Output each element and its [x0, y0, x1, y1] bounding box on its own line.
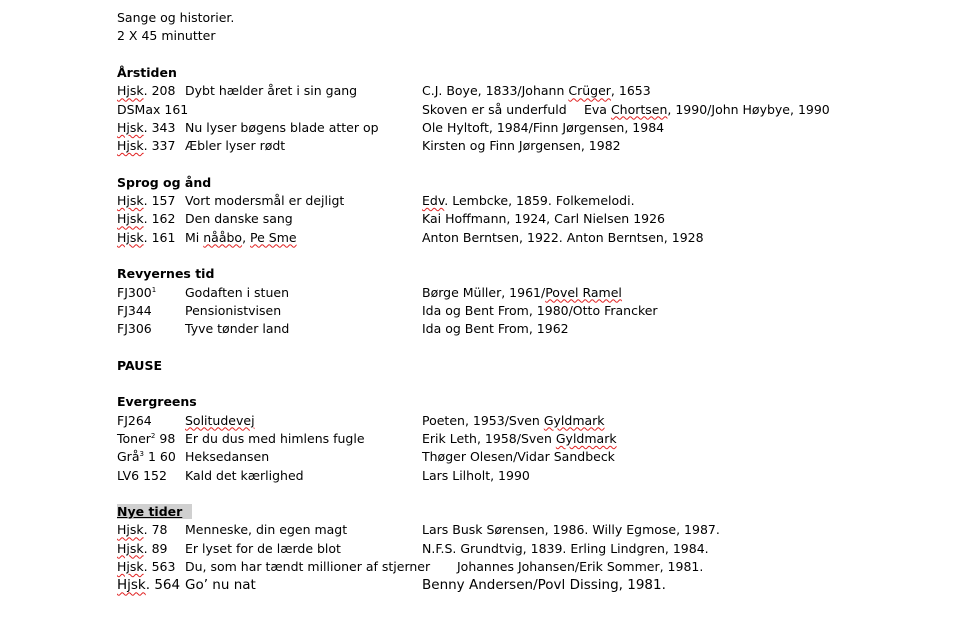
song-title: Pensionistvisen	[185, 302, 282, 318]
song-ref: FJ264	[117, 412, 152, 428]
song-title: Mi nååbo, Pe Sme	[185, 229, 297, 245]
song-title: Heksedansen	[185, 449, 270, 465]
song-ref: Hjsk. 563	[117, 559, 176, 575]
song-title: Den danske sang	[185, 211, 293, 227]
section-heading: Nye tider	[117, 503, 937, 521]
song-ref: Hjsk. 161	[117, 229, 176, 245]
section-revy	[117, 265, 937, 338]
song-row	[117, 137, 937, 155]
song-author: N.F.S. Grundtvig, 1839. Erling Lindgren, 1984.	[422, 540, 709, 556]
song-row	[117, 430, 937, 448]
song-author: Thøger Olesen/Vidar Sandbeck	[422, 449, 615, 465]
song-row	[117, 210, 937, 228]
song-ref: Hjsk. 157	[117, 193, 176, 209]
intro	[117, 9, 234, 46]
song-row	[117, 320, 937, 338]
song-row	[117, 467, 937, 485]
song-row	[117, 101, 937, 119]
song-author: Anton Berntsen, 1922. Anton Berntsen, 1928	[422, 229, 704, 245]
song-author: Ida og Bent From, 1980/Otto Francker	[422, 302, 658, 318]
song-author: Lars Lilholt, 1990	[422, 467, 530, 483]
song-title: Solitudevej	[185, 412, 255, 428]
song-title: Er lyset for de lærde blot	[185, 540, 341, 556]
footnote-mark: 1	[151, 285, 157, 294]
song-ref: LV6 152	[117, 467, 167, 483]
section-nye-tider	[117, 503, 937, 594]
program-sections	[117, 64, 937, 613]
song-title: Vort modersmål er dejligt	[185, 193, 345, 209]
song-row	[117, 540, 937, 558]
song-row	[117, 576, 937, 594]
section-aarstiden	[117, 64, 937, 155]
song-title: Skoven er så underfuld	[422, 101, 567, 117]
song-author: Kirsten og Finn Jørgensen, 1982	[422, 138, 621, 154]
intro-line-1: Sange og historier.	[117, 10, 235, 25]
song-title: Godaften i stuen	[185, 284, 289, 300]
song-title: Tyve tønder land	[185, 321, 290, 337]
song-author: Ida og Bent From, 1962	[422, 321, 569, 337]
song-author: Ole Hyltoft, 1984/Finn Jørgensen, 1984	[422, 119, 665, 135]
song-row	[117, 302, 937, 320]
song-title: Dybt hælder året i sin gang	[185, 83, 358, 99]
song-row	[117, 284, 937, 302]
section-sprog	[117, 174, 937, 247]
section-heading: Evergreens	[117, 394, 197, 410]
intro-line-2: 2 X 45 minutter	[117, 28, 216, 44]
song-row	[117, 119, 937, 137]
song-ref: Hjsk. 208	[117, 83, 176, 99]
pause-heading: PAUSE	[117, 357, 162, 373]
song-ref: Hjsk. 337	[117, 138, 176, 154]
song-row	[117, 448, 937, 466]
song-author: Benny Andersen/Povl Dissing, 1981.	[422, 577, 666, 594]
song-row	[117, 558, 937, 576]
song-title: Du, som har tændt millioner af stjerner	[185, 559, 431, 575]
song-author: C.J. Boye, 1833/Johann Crüger, 1653	[422, 83, 651, 99]
song-row	[117, 192, 937, 210]
song-author: Kai Hoffmann, 1924, Carl Nielsen 1926	[422, 211, 665, 227]
song-ref: Hjsk. 162	[117, 211, 176, 227]
song-ref: FJ306	[117, 321, 152, 337]
section-heading: Sprog og ånd	[117, 174, 212, 190]
song-author: Poeten, 1953/Sven Gyldmark	[422, 412, 605, 428]
song-ref: FJ344	[117, 302, 152, 318]
song-row	[117, 82, 937, 100]
section-pause	[117, 357, 937, 375]
song-author: Eva Chortsen, 1990/John Høybye, 1990	[584, 101, 830, 117]
section-heading: Revyernes tid	[117, 266, 215, 282]
song-author: Børge Müller, 1961/Povel Ramel	[422, 284, 622, 300]
song-ref: Grå$^3$ 1 60	[117, 449, 176, 465]
song-title: Menneske, din egen magt	[185, 522, 348, 538]
song-author: Edv. Lembcke, 1859. Folkemelodi.	[422, 193, 635, 209]
footnote-mark: 2	[150, 431, 156, 440]
song-ref: Hjsk. 343	[117, 119, 176, 135]
section-evergreens	[117, 393, 937, 484]
song-row	[117, 229, 937, 247]
song-ref: Hjsk. 78	[117, 522, 168, 538]
song-ref: DSMax 161	[117, 101, 189, 117]
song-row	[117, 521, 937, 539]
song-ref: Hjsk. 564	[117, 577, 181, 594]
song-ref: $FJ300^1$	[117, 284, 157, 300]
song-ref: Toner$^2$ 98	[117, 430, 176, 446]
song-title: Nu lyser bøgens blade atter op	[185, 119, 379, 135]
song-author: Erik Leth, 1958/Sven Gyldmark	[422, 430, 617, 446]
song-title: Go’ nu nat	[185, 577, 256, 594]
song-title: Æbler lyser rødt	[185, 138, 286, 154]
song-title: Kald det kærlighed	[185, 467, 304, 483]
song-author: Lars Busk Sørensen, 1986. Willy Egmose, 1987.	[422, 522, 720, 538]
song-author: Johannes Johansen/Erik Sommer, 1981.	[457, 559, 704, 575]
song-row	[117, 412, 937, 430]
song-ref: Hjsk. 89	[117, 540, 168, 556]
section-heading: Årstiden	[117, 65, 177, 80]
footnote-mark: 3	[139, 450, 144, 459]
song-title: Er du dus med himlens fugle	[185, 430, 365, 446]
